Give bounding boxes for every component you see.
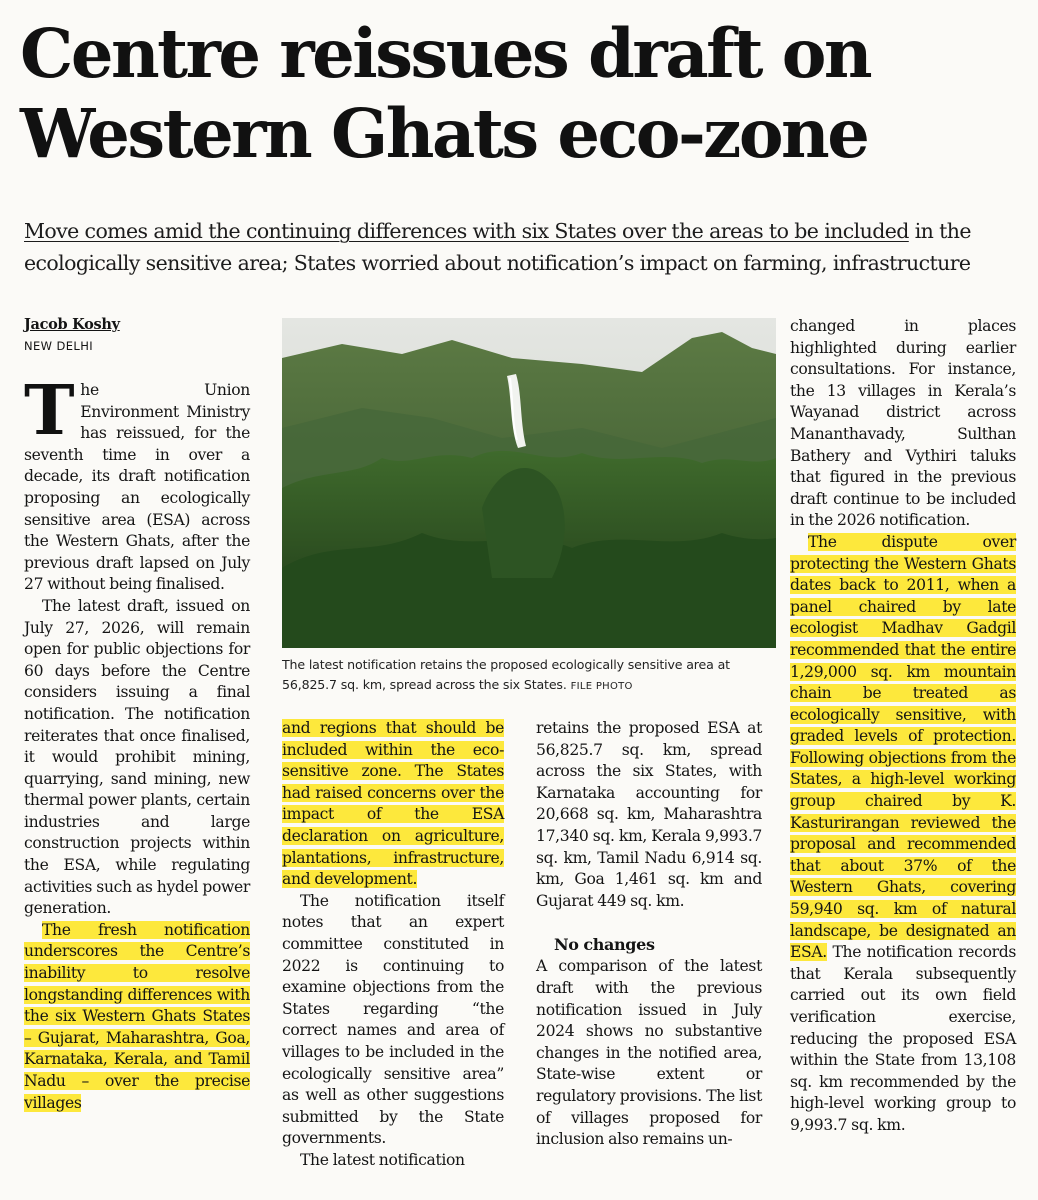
paragraph: The latest notification [300,1150,465,1169]
byline: Jacob Koshy [24,316,120,333]
lede-paragraph: The Union Environment Ministry has reissued, for the seventh time in over a decade, its draft notification proposing an ecologically sensitive area (ESA) across the Western Ghats, after the previous draft lapsed on July 27 without being finalised. [24,371,250,594]
column-1 [24,371,250,1114]
headline [20,14,1020,174]
highlighted-paragraph: and regions that should be included within the eco-sensitive zone. The States had raised concerns over the impact of the ESA declaration on agriculture, plantations, infrastructure, and development. [282,719,504,889]
forest-waterfall-image [282,318,776,648]
deck [24,215,1024,279]
paragraph: The notification itself notes that an expert committee constituted in 2022 is continuing to examine objections from the States regarding “the correct names and area of villages to be included in the ecologically sensitive area” as well as other suggestions submitted by the State governments. [282,891,504,1148]
paragraph: retains the proposed ESA at 56,825.7 sq. km, spread across the six States, with Karnataka accounting for 20,668 sq. km, Maharashtra 17,340 sq. km, Kerala 9,993.7 sq. km, Tamil Nadu 6,914 sq. km, Goa 1,461 sq. km and Gujarat 449 sq. km. [536,719,762,910]
paragraph: The latest draft, issued on July 27, 2026, will remain open for public objections for 60 days before the Centre considers issuing a final notification. The notification reiterates that once finalised, it would prohibit mining, quarrying, sand mining, new thermal power plants, certain industries and large construction projects within the ESA, while regulating activities such as hydel power generation. [24,596,250,918]
headline-line-2: Western Ghats eco-zone [20,94,868,173]
paragraph: A comparison of the latest draft with the previous notification issued in July 2024 shows no substantive changes in the notified area, State-wise extent or regulatory provisions. The list of villages proposed for inclusion also remains un- [536,957,762,1149]
deck-underlined: Move comes amid the continuing differences with six States over the areas to be included [24,219,909,243]
paragraph: changed in places highlighted during earlier consultations. For instance, the 13 villages in Kerala’s Wayanad district across Mananthavady, Sulthan Bathery and Vythiri taluks that figured in the previous draft continue to be included in the 2026 notification. [790,317,1016,530]
column-3 [536,718,762,1151]
subhead: No changes [554,935,655,955]
highlighted-paragraph: The dispute over protecting the Western Ghats dates back to 2011, when a panel chaired by late ecologist Madhav Gadgil recommended that the entire 1,29,000 sq. km mountain chain be treated as ecologically sensitive, with graded levels of protection. Following objections from the States, a high-level working group chaired by K. Kasturirangan reviewed the proposal and recommended that about 37% of the Western Ghats, covering 59,940 sq. km of natural landscape, be designated an ESA. The notification records that Kerala subsequently carried out its own field verification exercise, reducing the proposed ESA within the State from 13,108 sq. km recommended by the high-level working group to 9,993.7 sq. km. [790,532,1016,1134]
column-2 [282,718,504,1171]
column-4 [790,316,1016,1137]
dateline: NEW DELHI [24,339,94,353]
forest-waterfall-photo [282,318,776,648]
drop-cap: T [24,371,75,451]
deck-rest: in the ecologically sensitive area; States worried about notification’s impact on farming, infrastructure [24,219,971,275]
photo-credit: FILE PHOTO [570,681,633,692]
photo-caption: The latest notification retains the proposed ecologically sensitive area at 56,825.7 sq. km, spread across the six States. FILE PHOTO [282,657,730,692]
highlighted-paragraph: The fresh notification underscores the Centre’s inability to resolve longstanding differences with the six Western Ghats States – Gujarat, Maharashtra, Goa, Karnataka, Kerala, and Tamil Nadu – over the precise villages [24,920,250,1112]
headline-line-1: Centre reissues draft on [20,14,871,93]
